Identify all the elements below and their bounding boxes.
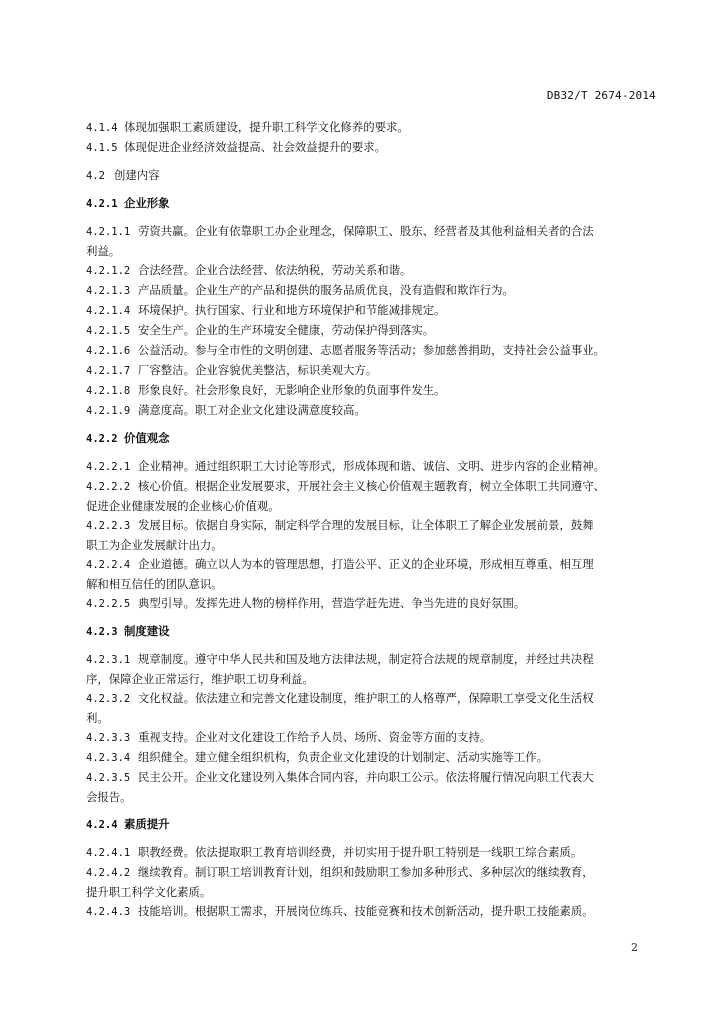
paragraph-gap <box>86 158 662 166</box>
clause-text: 劳资共赢。企业有依靠职工办企业理念，保障职工、股东、经营者及其他利益相关者的合法 <box>138 224 594 238</box>
clause-line <box>86 301 662 321</box>
clause-number: 4.2.1.4 <box>86 305 131 317</box>
clause-number: 4.2.3 <box>86 626 118 638</box>
clause-number: 4.2.1.6 <box>86 345 131 357</box>
clause-continuation-line <box>86 536 662 555</box>
clause-number: 4.2.2.1 <box>86 461 131 473</box>
document-code: DB32/T 2674-2014 <box>546 89 656 102</box>
clause-line <box>86 768 662 788</box>
clause-line <box>86 361 662 381</box>
clause-line <box>86 815 662 835</box>
clause-continuation-line <box>86 670 662 689</box>
clause-line <box>86 650 662 670</box>
clause-text: 产品质量。企业生产的产品和提供的服务品质优良，没有造假和欺诈行为。 <box>138 283 514 297</box>
clause-text: 促进企业健康发展的企业核心价值观。 <box>86 499 280 513</box>
clause-line <box>86 843 662 863</box>
clause-text: 厂容整洁。企业容貌优美整洁，标识美观大方。 <box>138 363 378 377</box>
clause-line <box>86 166 662 186</box>
clause-number: 4.2.4.3 <box>86 906 131 918</box>
paragraph-gap <box>86 835 662 843</box>
clause-continuation-line <box>86 497 662 516</box>
clause-line <box>86 594 662 614</box>
clause-number: 4.2.1.9 <box>86 405 131 417</box>
clause-text: 利。 <box>86 711 109 725</box>
paragraph-gap <box>86 186 662 194</box>
clause-number: 4.2.1 <box>86 198 118 210</box>
clause-number: 4.2.1.3 <box>86 285 131 297</box>
clause-line <box>86 222 662 242</box>
clause-number: 4.2.3.2 <box>86 693 131 705</box>
clause-text: 文化权益。依法建立和完善文化建设制度，维护职工的人格尊严，保障职工享受文化生活权 <box>138 691 594 705</box>
clause-number: 4.2.1.7 <box>86 365 131 377</box>
clause-line <box>86 381 662 401</box>
clause-text: 职教经费。依法提取职工教育培训经费，并切实用于提升职工特别是一线职工综合素质。 <box>138 845 583 859</box>
paragraph-gap <box>86 449 662 457</box>
clause-text: 企业形象 <box>124 196 170 210</box>
clause-text: 发展目标。依据自身实际，制定科学合理的发展目标，让全体职工了解企业发展前景，鼓舞 <box>138 518 594 532</box>
page-number: 2 <box>631 941 638 954</box>
paragraph-gap <box>86 214 662 222</box>
clause-text: 体现加强职工素质建设，提升职工科学文化修养的要求。 <box>124 120 409 134</box>
clause-line <box>86 748 662 768</box>
paragraph-gap <box>86 642 662 650</box>
clause-text: 解和相互信任的团队意识。 <box>86 577 223 591</box>
clause-text: 公益活动。参与全市性的文明创建、志愿者服务等活动；参加慈善捐助，支持社会公益事业。 <box>138 343 606 357</box>
document-body <box>86 118 662 922</box>
clause-line <box>86 555 662 575</box>
clause-text: 典型引导。发挥先进人物的榜样作用，营造学赶先进、争当先进的良好氛围。 <box>138 596 526 610</box>
clause-continuation-line <box>86 575 662 594</box>
clause-line <box>86 321 662 341</box>
paragraph-gap <box>86 807 662 815</box>
clause-text: 素质提升 <box>124 817 170 831</box>
clause-text: 形象良好。社会形象良好，无影响企业形象的负面事件发生。 <box>138 383 446 397</box>
clause-text: 继续教育。制订职工培训教育计划，组织和鼓励职工参加多种形式、多种层次的继续教育， <box>138 865 594 879</box>
clause-number: 4.2.4.2 <box>86 867 131 879</box>
clause-line <box>86 689 662 709</box>
clause-number: 4.2.2.4 <box>86 559 131 571</box>
clause-text: 民主公开。企业文化建设列入集体合同内容，并向职工公示。依法将履行情况向职工代表大 <box>138 770 594 784</box>
clause-continuation-line <box>86 883 662 902</box>
clause-line <box>86 728 662 748</box>
clause-line <box>86 477 662 497</box>
clause-text: 企业道德。确立以人为本的管理思想，打造公平、正义的企业环境，形成相互尊重、相互理 <box>138 557 594 571</box>
clause-text: 满意度高。职工对企业文化建设满意度较高。 <box>138 403 366 417</box>
clause-number: 4.2.1.5 <box>86 325 131 337</box>
clause-line <box>86 341 662 361</box>
clause-line <box>86 401 662 421</box>
clause-number: 4.2.2.2 <box>86 481 131 493</box>
clause-line <box>86 281 662 301</box>
paragraph-gap <box>86 421 662 429</box>
clause-number: 4.2.3.5 <box>86 772 131 784</box>
clause-number: 4.2.3.1 <box>86 654 131 666</box>
clause-line <box>86 457 662 477</box>
clause-text: 职工为企业发展献计出力。 <box>86 538 223 552</box>
clause-text: 企业精神。通过组织职工大讨论等形式，形成体现和谐、诚信、文明、进步内容的企业精神。 <box>138 459 606 473</box>
clause-number: 4.2 <box>86 170 105 182</box>
clause-text: 创建内容 <box>114 168 160 182</box>
clause-line <box>86 429 662 449</box>
clause-text: 安全生产。企业的生产环境安全健康，劳动保护得到落实。 <box>138 323 435 337</box>
clause-text: 重视支持。企业对文化建设工作给予人员、场所、资金等方面的支持。 <box>138 730 492 744</box>
clause-text: 序，保障企业正常运行，维护职工切身利益。 <box>86 672 314 686</box>
clause-number: 4.2.2.3 <box>86 520 131 532</box>
clause-line <box>86 194 662 214</box>
clause-text: 技能培训。根据职工需求，开展岗位练兵、技能竞赛和技术创新活动，提升职工技能素质。 <box>138 904 594 918</box>
clause-line <box>86 138 662 158</box>
clause-line <box>86 902 662 922</box>
clause-number: 4.2.4 <box>86 819 118 831</box>
clause-number: 4.2.2.5 <box>86 598 131 610</box>
clause-number: 4.2.3.4 <box>86 752 131 764</box>
clause-line <box>86 622 662 642</box>
clause-text: 合法经营。企业合法经营、依法纳税，劳动关系和谐。 <box>138 263 412 277</box>
clause-text: 体现促进企业经济效益提高、社会效益提升的要求。 <box>124 140 386 154</box>
clause-text: 规章制度。遵守中华人民共和国及地方法律法规，制定符合法规的规章制度，并经过共决程 <box>138 652 594 666</box>
paragraph-gap <box>86 614 662 622</box>
clause-line <box>86 516 662 536</box>
clause-number: 4.2.2 <box>86 433 118 445</box>
clause-text: 提升职工科学文化素质。 <box>86 885 212 899</box>
clause-text: 环境保护。执行国家、行业和地方环境保护和节能减排规定。 <box>138 303 446 317</box>
clause-number: 4.1.4 <box>86 122 118 134</box>
clause-line <box>86 118 662 138</box>
clause-line <box>86 863 662 883</box>
clause-text: 价值观念 <box>124 431 170 445</box>
clause-text: 利益。 <box>86 244 121 258</box>
clause-number: 4.2.4.1 <box>86 847 131 859</box>
clause-text: 制度建设 <box>124 624 170 638</box>
clause-number: 4.2.1.8 <box>86 385 131 397</box>
clause-number: 4.2.3.3 <box>86 732 131 744</box>
clause-text: 会报告。 <box>86 790 132 804</box>
clause-text: 核心价值。根据企业发展要求，开展社会主义核心价值观主题教育，树立全体职工共同遵守、 <box>138 479 606 493</box>
clause-continuation-line <box>86 242 662 261</box>
clause-number: 4.2.1.2 <box>86 265 131 277</box>
clause-continuation-line <box>86 709 662 728</box>
clause-number: 4.2.1.1 <box>86 226 131 238</box>
clause-line <box>86 261 662 281</box>
clause-continuation-line <box>86 788 662 807</box>
clause-text: 组织健全。建立健全组织机构，负责企业文化建设的计划制定、活动实施等工作。 <box>138 750 549 764</box>
clause-number: 4.1.5 <box>86 142 118 154</box>
